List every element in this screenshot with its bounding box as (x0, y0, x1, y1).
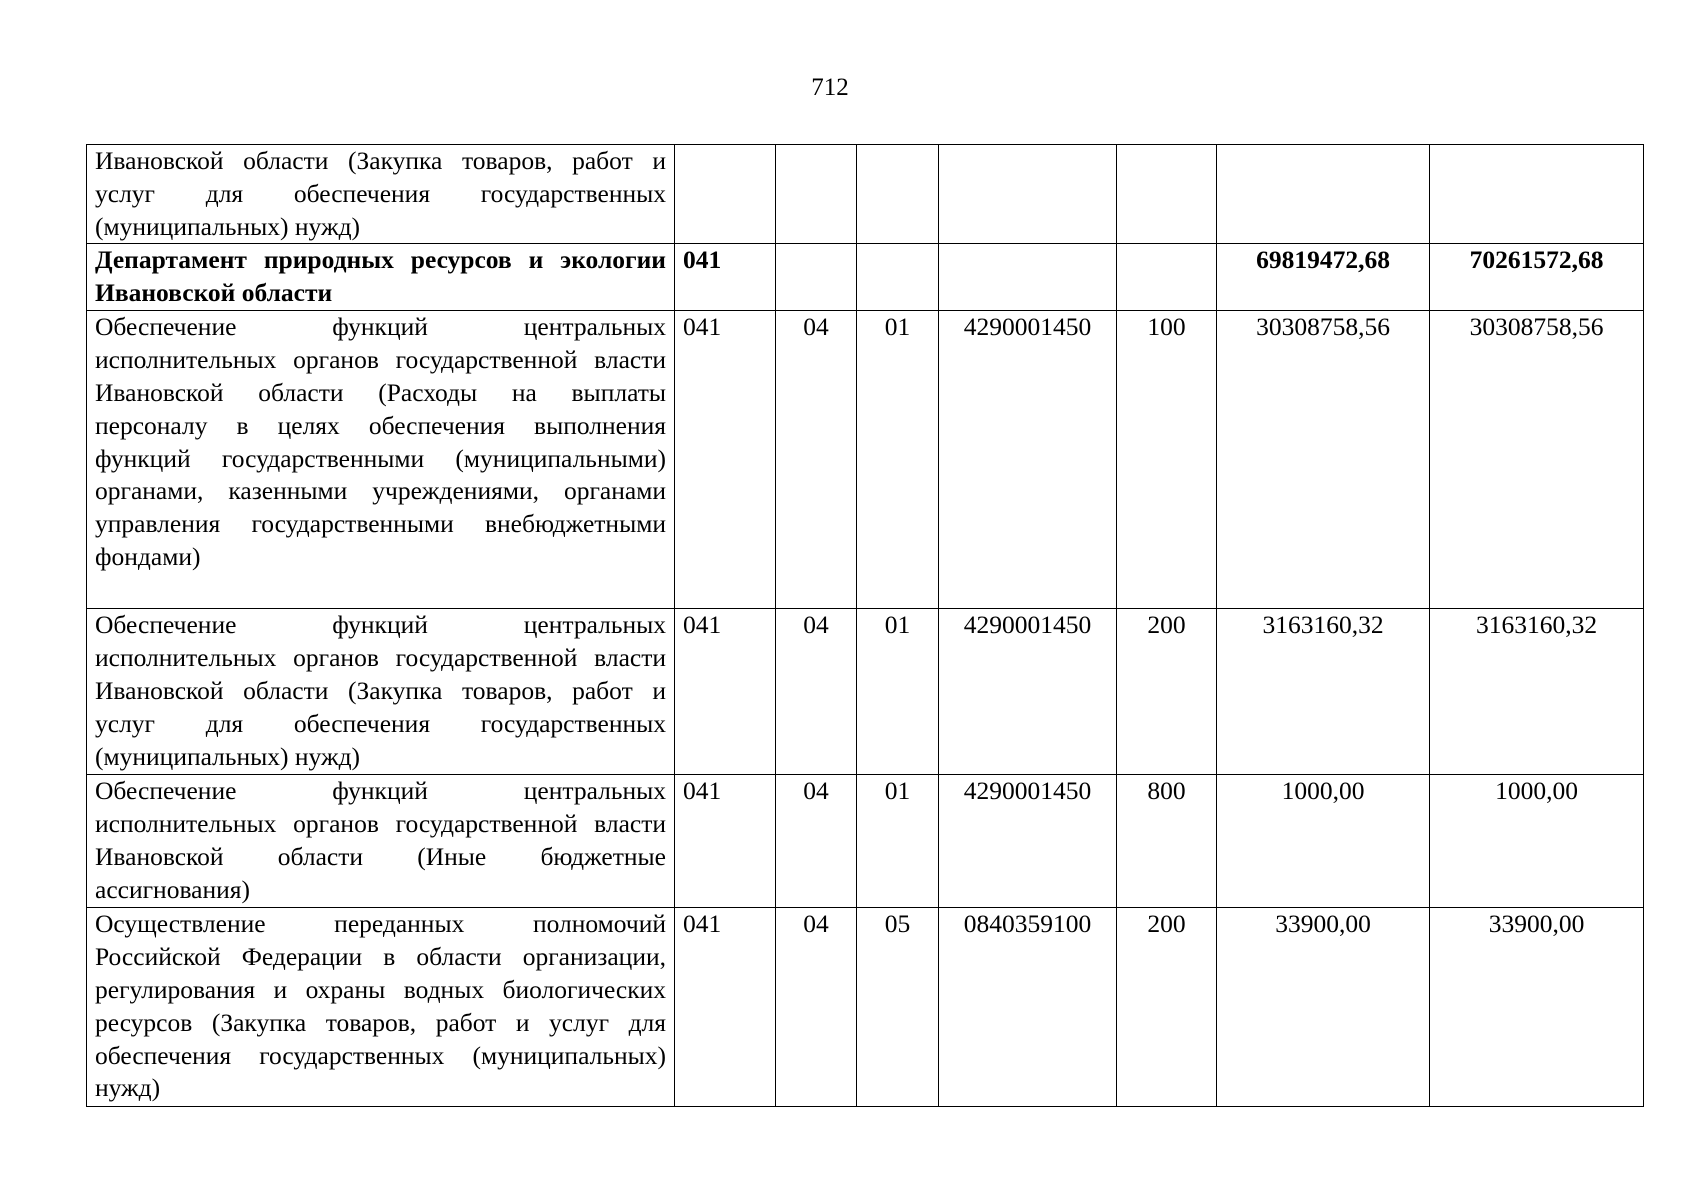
cell-admin-code (675, 145, 776, 244)
cell-target-article (939, 244, 1117, 311)
cell-target-article: 4290001450 (939, 609, 1117, 775)
cell-target-article: 4290001450 (939, 775, 1117, 908)
cell-target-article (939, 145, 1117, 244)
table-row (87, 244, 1644, 311)
page-number: 712 (811, 74, 849, 101)
cell-target-article: 4290001450 (939, 311, 1117, 609)
cell-amount-year-1: 69819472,68 (1217, 244, 1430, 311)
cell-amount-year-1: 3163160,32 (1217, 609, 1430, 775)
cell-admin-code: 041 (675, 908, 776, 1107)
cell-target-article: 0840359100 (939, 908, 1117, 1107)
cell-amount-year-2: 30308758,56 (1430, 311, 1644, 609)
cell-description: Обеспечение функций центральных исполнительных органов государственной власти Ивановской области (Расходы на выплаты персоналу в целях обеспечения выполнения функций государственными (муниципальными) органами, казенными учреждениями, органами управления государственными внебюджетными фондами) (87, 311, 675, 609)
cell-description: Осуществление переданных полномочий Российской Федерации в области организации, регулирования и охраны водных биологических ресурсов (Закупка товаров, работ и услуг для обеспечения государственных (муниципальных) нужд) (87, 908, 675, 1107)
cell-subsection (857, 145, 939, 244)
cell-admin-code: 041 (675, 775, 776, 908)
cell-expense-type: 800 (1117, 775, 1217, 908)
cell-section: 04 (776, 311, 857, 609)
cell-expense-type: 200 (1117, 908, 1217, 1107)
cell-expense-type (1117, 244, 1217, 311)
table-row (87, 609, 1644, 775)
table-row (87, 908, 1644, 1107)
cell-description: Департамент природных ресурсов и экологии Ивановской области (87, 244, 675, 311)
budget-table (86, 144, 1644, 1107)
table-row (87, 311, 1644, 609)
cell-amount-year-1: 30308758,56 (1217, 311, 1430, 609)
table-body (87, 145, 1644, 1107)
cell-section (776, 145, 857, 244)
cell-expense-type: 100 (1117, 311, 1217, 609)
table-row (87, 145, 1644, 244)
cell-amount-year-2: 3163160,32 (1430, 609, 1644, 775)
cell-subsection (857, 244, 939, 311)
cell-amount-year-2: 70261572,68 (1430, 244, 1644, 311)
cell-expense-type (1117, 145, 1217, 244)
cell-amount-year-2 (1430, 145, 1644, 244)
cell-subsection: 05 (857, 908, 939, 1107)
cell-admin-code: 041 (675, 311, 776, 609)
cell-amount-year-1 (1217, 145, 1430, 244)
cell-section: 04 (776, 908, 857, 1107)
cell-description: Обеспечение функций центральных исполнительных органов государственной власти Ивановской области (Закупка товаров, работ и услуг для обеспечения государственных (муниципальных) нужд) (87, 609, 675, 775)
cell-description: Ивановской области (Закупка товаров, работ и услуг для обеспечения государственных (муниципальных) нужд) (87, 145, 675, 244)
cell-admin-code: 041 (675, 244, 776, 311)
cell-amount-year-1: 1000,00 (1217, 775, 1430, 908)
cell-section: 04 (776, 609, 857, 775)
cell-section: 04 (776, 775, 857, 908)
cell-amount-year-2: 33900,00 (1430, 908, 1644, 1107)
cell-expense-type: 200 (1117, 609, 1217, 775)
cell-subsection: 01 (857, 609, 939, 775)
table-row (87, 775, 1644, 908)
cell-amount-year-1: 33900,00 (1217, 908, 1430, 1107)
cell-subsection: 01 (857, 775, 939, 908)
cell-admin-code: 041 (675, 609, 776, 775)
cell-section (776, 244, 857, 311)
cell-subsection: 01 (857, 311, 939, 609)
cell-description: Обеспечение функций центральных исполнительных органов государственной власти Ивановской области (Иные бюджетные ассигнования) (87, 775, 675, 908)
cell-amount-year-2: 1000,00 (1430, 775, 1644, 908)
